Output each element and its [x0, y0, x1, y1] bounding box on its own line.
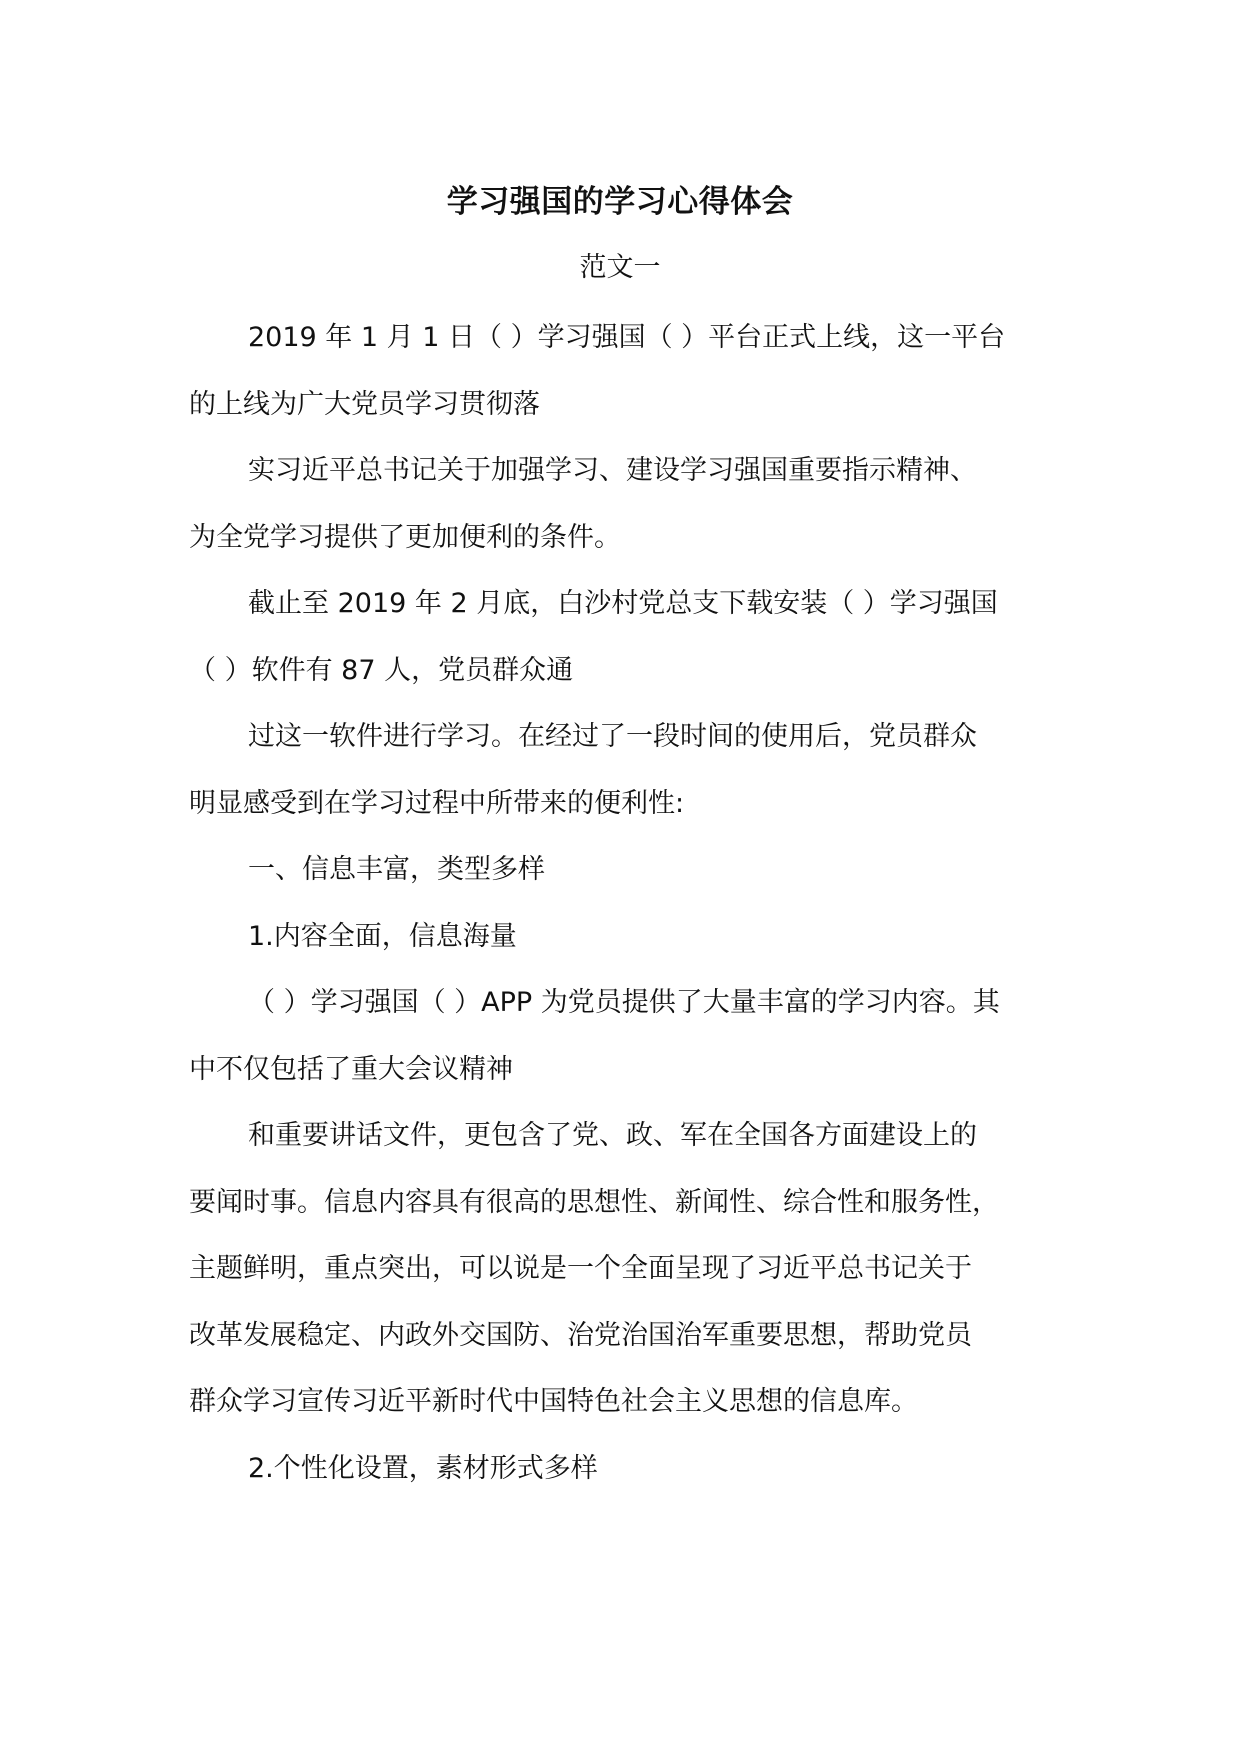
- body-line: 实习近平总书记关于加强学习、建设学习强国重要指示精神、: [248, 455, 977, 486]
- subsection-heading: 2.个性化设置，素材形式多样: [248, 1452, 598, 1484]
- body-line: 主题鲜明，重点突出，可以说是一个全面呈现了习近平总书记关于: [189, 1253, 972, 1284]
- body-line: 截止至 2019 年 2 月底，白沙村党总支下载安装（ ）学习强国: [248, 588, 998, 619]
- body-line: 的上线为广大党员学习贯彻落: [189, 388, 540, 420]
- body-line: 为全党学习提供了更加便利的条件。: [189, 521, 621, 553]
- document-body: [189, 305, 1069, 1502]
- body-line: 明显感受到在学习过程中所带来的便利性:: [189, 787, 685, 819]
- body-line: （ ）学习强国（ ）APP 为党员提供了大量丰富的学习内容。其: [248, 987, 1000, 1018]
- body-line: 过这一软件进行学习。在经过了一段时间的使用后，党员群众: [248, 721, 977, 752]
- subsection-heading: 1.内容全面，信息海量: [248, 920, 517, 952]
- document-title: 学习强国的学习心得体会: [446, 184, 794, 220]
- section-heading: 一、信息丰富，类型多样: [248, 854, 545, 885]
- body-line: 中不仅包括了重大会议精神: [189, 1053, 513, 1085]
- body-line: 2019 年 1 月 1 日（ ）学习强国（ ）平台正式上线，这一平台: [248, 322, 1006, 353]
- body-line: 改革发展稳定、内政外交国防、治党治国治军重要思想，帮助党员: [189, 1319, 972, 1351]
- body-line: 要闻时事。信息内容具有很高的思想性、新闻性、综合性和服务性，: [189, 1186, 999, 1218]
- document-subtitle: 范文一: [579, 252, 661, 283]
- body-line: 群众学习宣传习近平新时代中国特色社会主义思想的信息库。: [189, 1386, 918, 1417]
- body-line: 和重要讲话文件，更包含了党、政、军在全国各方面建设上的: [248, 1120, 977, 1151]
- body-line: （ ）软件有 87 人，党员群众通: [189, 654, 574, 686]
